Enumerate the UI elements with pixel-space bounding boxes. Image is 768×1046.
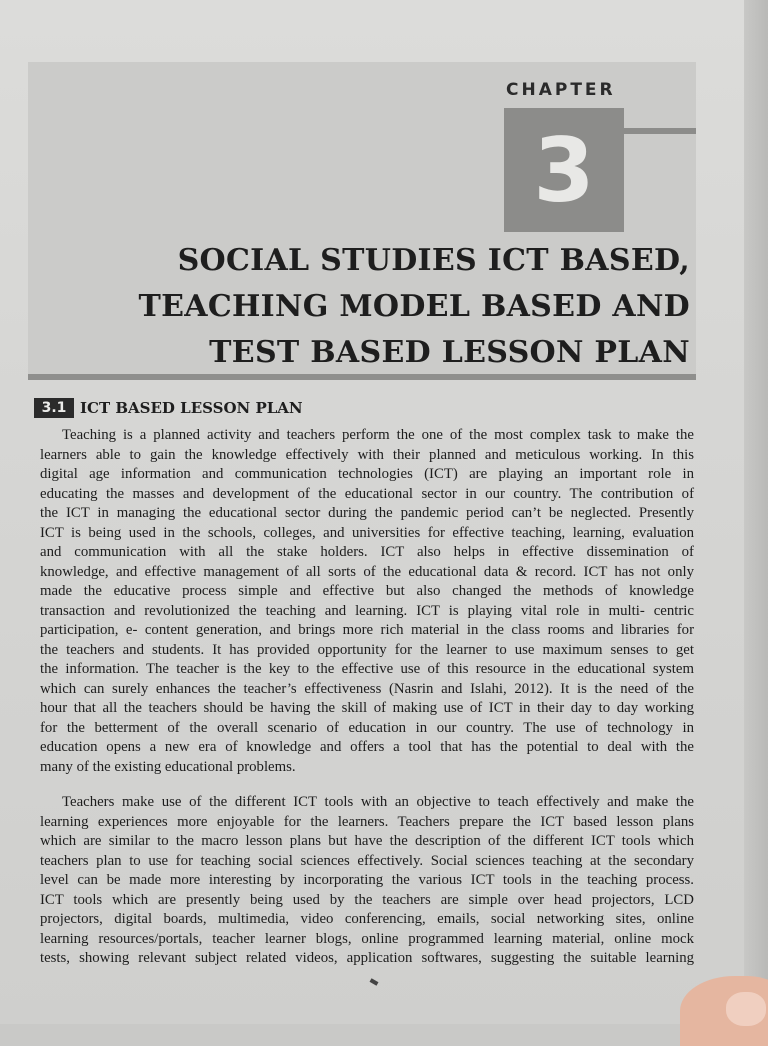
text-line: the teachers and students. It has provided opportunity for the learner to use maximum senses to get <box>40 641 694 658</box>
text-line: learning resources/portals, teacher learner blogs, online programmed learning material, online mock <box>40 930 694 947</box>
text-line: ICT is being used in the schools, colleges, and universities for effective teaching, learning, evaluation <box>40 524 694 541</box>
text-line: which are similar to the macro lesson plans but have the description of the different ICT tools which <box>40 833 694 849</box>
text-line: Teachers make use of the different ICT tools with an objective to teach effectively and make the <box>62 794 694 810</box>
header-rule <box>28 374 696 380</box>
text-line: tests, showing relevant subject related videos, application softwares, suggesting the suitable learning <box>40 950 694 966</box>
text-line: the ICT in managing the educational sector during the pandemic period can’t be neglected. Presently <box>40 505 694 521</box>
page-edge <box>744 0 768 1024</box>
chapter-accent-bar <box>624 128 696 134</box>
text-line: many of the existing educational problems. <box>40 758 296 775</box>
text-line: ICT tools which are presently being used by the teachers are simple over head projectors, LCD <box>40 891 694 908</box>
text-line: education opens a new era of knowledge and offers a tool that has the potential to deal with the <box>40 739 694 755</box>
section-title: ICT BASED LESSON PLAN <box>80 399 303 417</box>
text-line: knowledge, and effective management of all sorts of the educational data & record. ICT has not only <box>40 563 694 580</box>
text-line: participation, e- content generation, and brings more rich material in the class rooms and libraries for <box>40 622 694 638</box>
text-line: level can be made more interesting by incorporating the various ICT tools in the teaching process. <box>40 872 694 888</box>
chapter-title-line: TEST BASED LESSON PLAN <box>209 335 690 370</box>
chapter-title-line: SOCIAL STUDIES ICT BASED, <box>177 243 690 278</box>
text-line: digital age information and communication technologies (ICT) are playing an important role in <box>40 466 694 482</box>
thumb-photo-edge <box>726 992 766 1026</box>
text-line: which can surely enhances the teacher’s effectiveness (Nasrin and Islahi, 2012). It is the need of the <box>40 680 694 697</box>
text-line: teachers plan to use for teaching social sciences effectively. Social sciences teaching at the secondary <box>40 852 694 869</box>
chapter-number: 3 <box>533 119 595 222</box>
text-line: educating the masses and development of the educational sector in our country. The contribution of <box>40 485 694 502</box>
chapter-label: CHAPTER <box>506 80 616 100</box>
text-line: projectors, digital boards, multimedia, video conferencing, emails, social networking sites, online <box>40 911 694 927</box>
text-line: made the educative process simple and effective but also changed the methods of knowledge <box>40 583 694 599</box>
text-line: learners able to gain the knowledge effectively with their planned and meticulous working. In this <box>40 446 694 463</box>
text-line: Teaching is a planned activity and teachers perform the one of the most complex task to make the <box>62 427 694 443</box>
paragraph-1 <box>40 426 694 777</box>
paragraph-2 <box>40 793 694 969</box>
text-line: and communication with all the stake holders. ICT also helps in effective dissemination of <box>40 544 694 560</box>
text-line: for the betterment of the overall scenario of education in our country. The use of technology in <box>40 719 694 736</box>
section-number: 3.1 <box>34 398 74 418</box>
chapter-title-line: TEACHING MODEL BASED AND <box>138 289 690 324</box>
text-line: hour that all the teachers should be having the skill of making use of ICT in their day to day working <box>40 700 694 716</box>
chapter-title <box>90 238 690 376</box>
text-line: the information. The teacher is the key to the effective use of this resource in the educational system <box>40 661 694 677</box>
text-line: learning experiences more enjoyable for the learners. Teachers prepare the ICT based lesson plans <box>40 813 694 830</box>
text-line: transaction and revolutionized the teaching and learning. ICT is playing vital role in multi- centric <box>40 602 694 619</box>
